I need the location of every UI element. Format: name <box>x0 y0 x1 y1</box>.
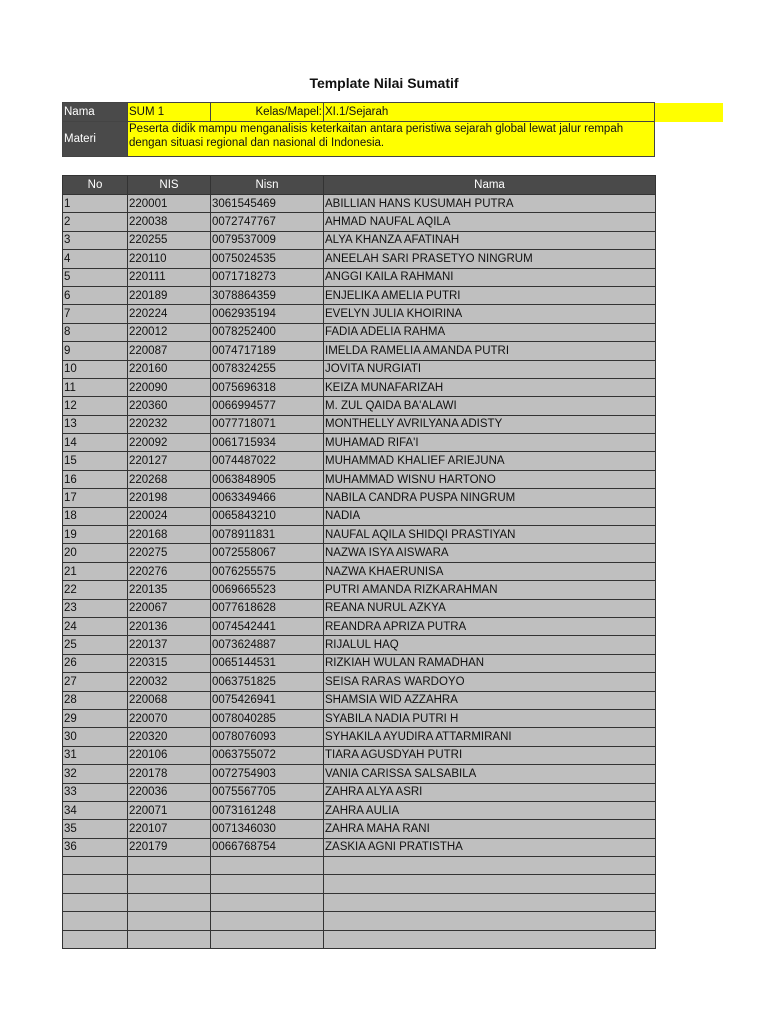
no-cell[interactable] <box>63 857 128 875</box>
nama-cell[interactable]: SYHAKILA AYUDIRA ATTARMIRANI <box>324 728 656 746</box>
table-row <box>63 838 656 856</box>
table-body <box>63 195 656 949</box>
nisn-cell[interactable]: 0077618628 <box>211 599 324 617</box>
nisn-cell[interactable]: 0075567705 <box>211 783 324 801</box>
materi-spacer <box>655 122 723 157</box>
no-cell[interactable]: 17 <box>63 489 128 507</box>
no-cell[interactable]: 2 <box>63 213 128 231</box>
nis-cell[interactable]: 220087 <box>128 342 211 360</box>
nama-cell[interactable]: TIARA AGUSDYAH PUTRI <box>324 746 656 764</box>
no-cell[interactable]: 34 <box>63 801 128 819</box>
nis-cell[interactable]: 220024 <box>128 507 211 525</box>
nama-cell[interactable]: ABILLIAN HANS KUSUMAH PUTRA <box>324 195 656 213</box>
nama-cell[interactable]: ANGGI KAILA RAHMANI <box>324 268 656 286</box>
nis-cell[interactable]: 220179 <box>128 838 211 856</box>
nama-cell[interactable]: RIJALUL HAQ <box>324 636 656 654</box>
nis-cell[interactable]: 220127 <box>128 452 211 470</box>
table-row <box>63 360 656 378</box>
nisn-cell[interactable] <box>211 875 324 893</box>
nisn-cell[interactable]: 0065843210 <box>211 507 324 525</box>
student-table <box>62 175 656 949</box>
nisn-cell[interactable]: 0074542441 <box>211 617 324 635</box>
header-nis: NIS <box>128 176 211 195</box>
no-cell[interactable] <box>63 893 128 911</box>
nisn-cell[interactable]: 0072754903 <box>211 765 324 783</box>
nisn-cell[interactable]: 0071346030 <box>211 820 324 838</box>
nama-cell[interactable]: REANA NURUL AZKYA <box>324 599 656 617</box>
nama-cell[interactable]: NABILA CANDRA PUSPA NINGRUM <box>324 489 656 507</box>
table-row <box>63 617 656 635</box>
no-cell[interactable]: 28 <box>63 691 128 709</box>
nama-cell[interactable]: ENJELIKA AMELIA PUTRI <box>324 286 656 304</box>
no-cell[interactable]: 11 <box>63 378 128 396</box>
nisn-cell[interactable]: 0075426941 <box>211 691 324 709</box>
table-header-row <box>63 176 656 195</box>
nama-cell[interactable]: REANDRA APRIZA PUTRA <box>324 617 656 635</box>
table-row <box>63 526 656 544</box>
nisn-cell[interactable]: 0073624887 <box>211 636 324 654</box>
nisn-cell[interactable]: 0076255575 <box>211 562 324 580</box>
no-cell[interactable]: 26 <box>63 654 128 672</box>
nisn-cell[interactable]: 0066768754 <box>211 838 324 856</box>
table-row <box>63 434 656 452</box>
table-row <box>63 323 656 341</box>
table-row <box>63 820 656 838</box>
nama-cell[interactable]: AHMAD NAUFAL AQILA <box>324 213 656 231</box>
table-row <box>63 452 656 470</box>
no-cell[interactable]: 35 <box>63 820 128 838</box>
no-cell[interactable]: 5 <box>63 268 128 286</box>
nisn-cell[interactable]: 0074487022 <box>211 452 324 470</box>
nama-cell[interactable]: MONTHELLY AVRILYANA ADISTY <box>324 415 656 433</box>
nama-cell[interactable] <box>324 857 656 875</box>
info-row-nama <box>63 103 723 122</box>
nama-cell[interactable]: VANIA CARISSA SALSABILA <box>324 765 656 783</box>
table-row <box>63 562 656 580</box>
nisn-cell[interactable]: 0078324255 <box>211 360 324 378</box>
table-row <box>63 489 656 507</box>
nama-cell[interactable]: NAUFAL AQILA SHIDQI PRASTIYAN <box>324 526 656 544</box>
nisn-cell[interactable]: 0075024535 <box>211 250 324 268</box>
nis-cell[interactable]: 220032 <box>128 673 211 691</box>
no-cell[interactable]: 25 <box>63 636 128 654</box>
table-row <box>63 415 656 433</box>
page-title: Template Nilai Sumatif <box>309 75 459 91</box>
nis-cell[interactable] <box>128 857 211 875</box>
no-cell[interactable]: 20 <box>63 544 128 562</box>
nis-cell[interactable]: 220135 <box>128 581 211 599</box>
no-cell[interactable]: 15 <box>63 452 128 470</box>
nama-cell[interactable]: MUHAMMAD WISNU HARTONO <box>324 470 656 488</box>
nisn-cell[interactable]: 0063349466 <box>211 489 324 507</box>
no-cell[interactable]: 1 <box>63 195 128 213</box>
table-row <box>63 470 656 488</box>
materi-text: Peserta didik mampu menganalisis keterkaitan antara peristiwa sejarah global lewat jalur rempah dengan situasi regional dan nasional di Indonesia. <box>129 123 624 149</box>
table-row <box>63 893 656 911</box>
no-cell[interactable]: 33 <box>63 783 128 801</box>
table-row <box>63 673 656 691</box>
nama-cell[interactable] <box>324 875 656 893</box>
nama-cell[interactable]: MUHAMAD RIFA'I <box>324 434 656 452</box>
nis-cell[interactable] <box>128 912 211 930</box>
nisn-cell[interactable]: 0062935194 <box>211 305 324 323</box>
table-row <box>63 765 656 783</box>
nis-cell[interactable]: 220106 <box>128 746 211 764</box>
info-row-materi <box>63 122 723 157</box>
nis-cell[interactable]: 220110 <box>128 250 211 268</box>
no-cell[interactable]: 24 <box>63 617 128 635</box>
info-table <box>62 102 723 157</box>
nama-cell[interactable]: EVELYN JULIA KHOIRINA <box>324 305 656 323</box>
table-row <box>63 231 656 249</box>
no-cell[interactable]: 4 <box>63 250 128 268</box>
nama-cell[interactable]: KEIZA MUNAFARIZAH <box>324 378 656 396</box>
materi-label: Materi <box>63 122 128 157</box>
nis-cell[interactable]: 220360 <box>128 397 211 415</box>
nama-cell[interactable]: SHAMSIA WID AZZAHRA <box>324 691 656 709</box>
nama-cell[interactable] <box>324 930 656 948</box>
nisn-cell[interactable]: 0066994577 <box>211 397 324 415</box>
nis-cell[interactable]: 220107 <box>128 820 211 838</box>
nis-cell[interactable]: 220036 <box>128 783 211 801</box>
nis-cell[interactable]: 220178 <box>128 765 211 783</box>
nis-cell[interactable]: 220111 <box>128 268 211 286</box>
nis-cell[interactable]: 220038 <box>128 213 211 231</box>
no-cell[interactable]: 10 <box>63 360 128 378</box>
nis-cell[interactable]: 220160 <box>128 360 211 378</box>
nisn-cell[interactable] <box>211 912 324 930</box>
nama-cell[interactable] <box>324 893 656 911</box>
nisn-cell[interactable]: 0071718273 <box>211 268 324 286</box>
table-row <box>63 268 656 286</box>
table-row <box>63 599 656 617</box>
nis-cell[interactable]: 220275 <box>128 544 211 562</box>
no-cell[interactable]: 8 <box>63 323 128 341</box>
nis-cell[interactable] <box>128 875 211 893</box>
table-row <box>63 875 656 893</box>
nama-cell[interactable]: ANEELAH SARI PRASETYO NINGRUM <box>324 250 656 268</box>
no-cell[interactable]: 29 <box>63 709 128 727</box>
nis-cell[interactable]: 220136 <box>128 617 211 635</box>
table-row <box>63 912 656 930</box>
nis-cell[interactable]: 220168 <box>128 526 211 544</box>
table-row <box>63 581 656 599</box>
nisn-cell[interactable]: 0061715934 <box>211 434 324 452</box>
table-row <box>63 709 656 727</box>
nis-cell[interactable]: 220276 <box>128 562 211 580</box>
nama-cell[interactable]: ALYA KHANZA AFATINAH <box>324 231 656 249</box>
nisn-cell[interactable]: 0079537009 <box>211 231 324 249</box>
nis-cell[interactable]: 220001 <box>128 195 211 213</box>
nisn-cell[interactable]: 0078252400 <box>211 323 324 341</box>
no-cell[interactable] <box>63 912 128 930</box>
nama-cell[interactable]: ZAHRA ALYA ASRI <box>324 783 656 801</box>
no-cell[interactable] <box>63 930 128 948</box>
materi-text-cell[interactable] <box>128 122 655 157</box>
nis-cell[interactable]: 220012 <box>128 323 211 341</box>
nis-cell[interactable]: 220092 <box>128 434 211 452</box>
nis-cell[interactable]: 220198 <box>128 489 211 507</box>
table-row <box>63 544 656 562</box>
nama-cell[interactable]: M. ZUL QAIDA BA'ALAWI <box>324 397 656 415</box>
no-cell[interactable]: 19 <box>63 526 128 544</box>
no-cell[interactable]: 18 <box>63 507 128 525</box>
nama-cell[interactable]: PUTRI AMANDA RIZKARAHMAN <box>324 581 656 599</box>
no-cell[interactable]: 7 <box>63 305 128 323</box>
nis-cell[interactable]: 220071 <box>128 801 211 819</box>
nisn-cell[interactable]: 3078864359 <box>211 286 324 304</box>
nisn-cell[interactable]: 0078076093 <box>211 728 324 746</box>
header-nama: Nama <box>324 176 656 195</box>
nama-cell[interactable]: ZAHRA AULIA <box>324 801 656 819</box>
table-row <box>63 857 656 875</box>
no-cell[interactable]: 27 <box>63 673 128 691</box>
table-row <box>63 342 656 360</box>
nisn-cell[interactable]: 0069665523 <box>211 581 324 599</box>
no-cell[interactable]: 22 <box>63 581 128 599</box>
nama-cell[interactable]: MUHAMMAD KHALIEF ARIEJUNA <box>324 452 656 470</box>
nis-cell[interactable]: 220068 <box>128 691 211 709</box>
no-cell[interactable]: 13 <box>63 415 128 433</box>
no-cell[interactable]: 16 <box>63 470 128 488</box>
table-row <box>63 930 656 948</box>
table-row <box>63 250 656 268</box>
nama-cell[interactable]: SYABILA NADIA PUTRI H <box>324 709 656 727</box>
nisn-cell[interactable]: 0063848905 <box>211 470 324 488</box>
table-row <box>63 305 656 323</box>
nisn-cell[interactable]: 0072747767 <box>211 213 324 231</box>
no-cell[interactable]: 31 <box>63 746 128 764</box>
nisn-cell[interactable] <box>211 857 324 875</box>
nama-label: Nama <box>63 103 128 122</box>
nama-cell[interactable]: FADIA ADELIA RAHMA <box>324 323 656 341</box>
table-row <box>63 654 656 672</box>
table-row <box>63 286 656 304</box>
nis-cell[interactable]: 220320 <box>128 728 211 746</box>
no-cell[interactable]: 3 <box>63 231 128 249</box>
nisn-cell[interactable]: 0063755072 <box>211 746 324 764</box>
no-cell[interactable]: 14 <box>63 434 128 452</box>
no-cell[interactable]: 6 <box>63 286 128 304</box>
no-cell[interactable] <box>63 875 128 893</box>
nama-cell[interactable]: NAZWA ISYA AISWARA <box>324 544 656 562</box>
nisn-cell[interactable] <box>211 930 324 948</box>
nama-cell[interactable]: NAZWA KHAERUNISA <box>324 562 656 580</box>
nama-cell[interactable]: JOVITA NURGIATI <box>324 360 656 378</box>
nama-cell[interactable]: RIZKIAH WULAN RAMADHAN <box>324 654 656 672</box>
table-row <box>63 746 656 764</box>
no-cell[interactable]: 21 <box>63 562 128 580</box>
nama-cell[interactable] <box>324 912 656 930</box>
nis-cell[interactable]: 220232 <box>128 415 211 433</box>
no-cell[interactable]: 32 <box>63 765 128 783</box>
table-row <box>63 397 656 415</box>
nisn-cell[interactable]: 0072558067 <box>211 544 324 562</box>
info-overflow-cell <box>655 103 723 122</box>
nisn-cell[interactable]: 0065144531 <box>211 654 324 672</box>
nisn-cell[interactable] <box>211 893 324 911</box>
table-row <box>63 195 656 213</box>
nama-cell[interactable]: IMELDA RAMELIA AMANDA PUTRI <box>324 342 656 360</box>
nama-value-cell[interactable]: SUM 1 <box>128 103 211 122</box>
no-cell[interactable]: 30 <box>63 728 128 746</box>
nis-cell[interactable]: 220137 <box>128 636 211 654</box>
header-no: No <box>63 176 128 195</box>
nama-cell[interactable]: NADIA <box>324 507 656 525</box>
nisn-cell[interactable]: 0078040285 <box>211 709 324 727</box>
nis-cell[interactable]: 220224 <box>128 305 211 323</box>
header-nisn: Nisn <box>211 176 324 195</box>
nis-cell[interactable]: 220315 <box>128 654 211 672</box>
nisn-cell[interactable]: 0077718071 <box>211 415 324 433</box>
nis-cell[interactable]: 220070 <box>128 709 211 727</box>
kelas-label: Kelas/Mapel: <box>211 103 324 122</box>
nis-cell[interactable] <box>128 893 211 911</box>
nis-cell[interactable]: 220268 <box>128 470 211 488</box>
nis-cell[interactable]: 220189 <box>128 286 211 304</box>
nama-cell[interactable]: ZASKIA AGNI PRATISTHA <box>324 838 656 856</box>
table-row <box>63 801 656 819</box>
table-row <box>63 507 656 525</box>
no-cell[interactable]: 23 <box>63 599 128 617</box>
no-cell[interactable]: 12 <box>63 397 128 415</box>
table-row <box>63 691 656 709</box>
table-row <box>63 213 656 231</box>
nama-cell[interactable]: SEISA RARAS WARDOYO <box>324 673 656 691</box>
nis-cell[interactable]: 220090 <box>128 378 211 396</box>
nisn-cell[interactable]: 0074717189 <box>211 342 324 360</box>
nisn-cell[interactable]: 0075696318 <box>211 378 324 396</box>
nisn-cell[interactable]: 0078911831 <box>211 526 324 544</box>
nis-cell[interactable] <box>128 930 211 948</box>
nisn-cell[interactable]: 0063751825 <box>211 673 324 691</box>
kelas-value-cell[interactable]: XI.1/Sejarah <box>324 103 655 122</box>
nis-cell[interactable]: 220255 <box>128 231 211 249</box>
table-row <box>63 783 656 801</box>
no-cell[interactable]: 9 <box>63 342 128 360</box>
nis-cell[interactable]: 220067 <box>128 599 211 617</box>
table-row <box>63 728 656 746</box>
table-row <box>63 636 656 654</box>
nama-cell[interactable]: ZAHRA MAHA RANI <box>324 820 656 838</box>
table-row <box>63 378 656 396</box>
nisn-cell[interactable]: 3061545469 <box>211 195 324 213</box>
no-cell[interactable]: 36 <box>63 838 128 856</box>
nisn-cell[interactable]: 0073161248 <box>211 801 324 819</box>
